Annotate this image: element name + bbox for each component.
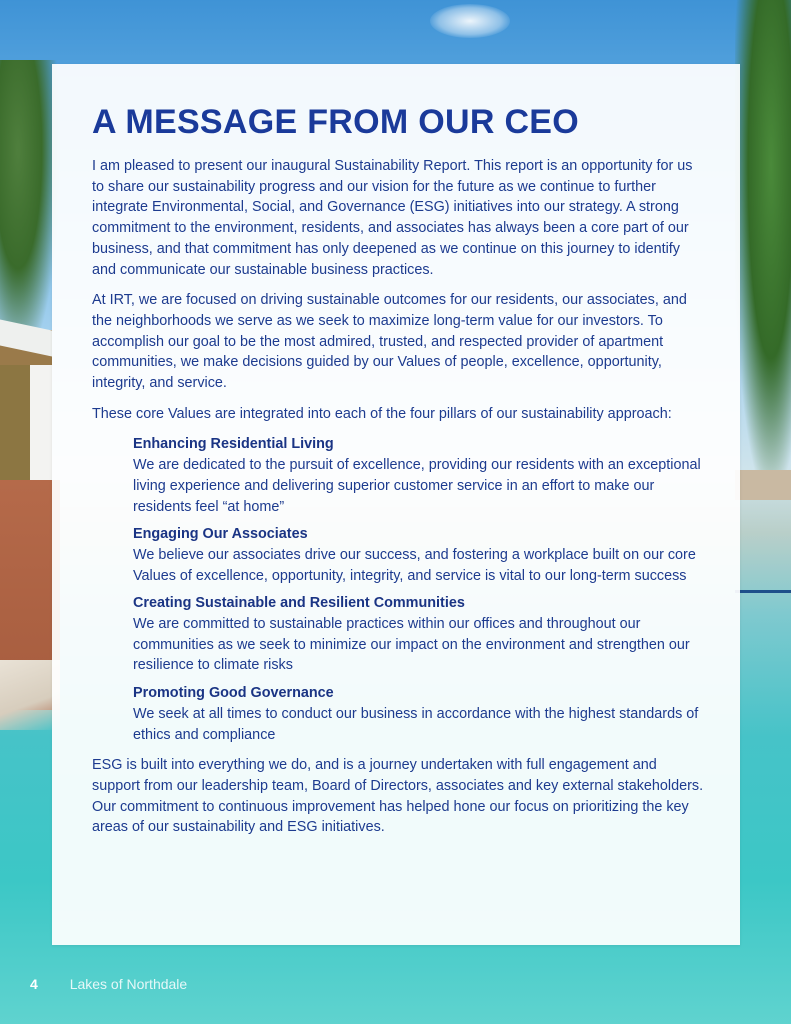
cabana-wall: [0, 365, 52, 490]
ceo-message: [92, 100, 707, 848]
pool-edge: [0, 660, 60, 730]
pillar-title: Engaging Our Associates: [133, 526, 308, 543]
pillar-title: Promoting Good Governance: [133, 685, 334, 702]
pillar-description: We believe our associates drive our success, and fostering a workplace built on our core Values of excellence, opportunity, integrity, and service is vital to our long-term success: [133, 546, 696, 584]
intro-paragraph: I am pleased to present our inaugural Sustainability Report. This report is an opportunity for us to share our sustainability progress and our vision for the future as we continue to further integrate Environmental, Social, and Governance (ESG) initiatives into our strategy. A strong commitment to the environment, residents, and associates has always been a core part of our business, and that commitment has only deepened as we continue on this journey to identify and communicate our sustainable business practices.: [92, 158, 693, 278]
values-paragraph: These core Values are integrated into each of the four pillars of our sustainability approach:: [92, 405, 672, 422]
pillar-description: We are dedicated to the pursuit of excellence, providing our residents with an exceptional living experience and delivering superior customer service in an effort to make our residents feel “at home”: [133, 457, 701, 515]
pillar-description: We are committed to sustainable practices within our offices and throughout our communities as we seek to minimize our impact on the environment and strengthen our resilience to climate risks: [133, 616, 690, 674]
page-title: A MESSAGE FROM OUR CEO: [92, 103, 580, 141]
page-number: 4: [30, 976, 38, 992]
pool-deck-right: [735, 470, 791, 500]
pillar-communities: [133, 593, 707, 676]
pillar-associates: [133, 524, 707, 586]
sky-cloud: [430, 4, 510, 38]
photo-caption: Lakes of Northdale: [69, 976, 188, 992]
pool-lane-line: [735, 590, 791, 593]
pillar-governance: [133, 683, 707, 745]
pillars-list: [133, 434, 707, 745]
pillar-title: Creating Sustainable and Resilient Communities: [133, 595, 465, 612]
pillar-residential-living: [133, 434, 707, 517]
closing-paragraph: ESG is built into everything we do, and is a journey undertaken with full engagement and support from our leadership team, Board of Directors, associates and key external stakeholders. Our commitment to continuous improvement has helped hone our focus on prioritizing the key areas of our sustainability and ESG initiatives.: [92, 757, 704, 836]
content-panel: [52, 64, 740, 945]
pillar-title: Enhancing Residential Living: [133, 436, 334, 453]
page-footer: [30, 975, 187, 993]
trees-right: [735, 0, 791, 470]
pillar-description: We seek at all times to conduct our business in accordance with the highest standards of ethics and compliance: [133, 705, 699, 743]
irt-paragraph: At IRT, we are focused on driving sustainable outcomes for our residents, our associates, and the neighborhoods we serve as we seek to maximize long-term value for our investors. To accomplish our goal to be the most admired, trusted, and respected provider of apartment communities, we make decisions guided by our Values of people, excellence, opportunity, integrity, and service.: [92, 292, 687, 392]
trees-left: [0, 60, 60, 360]
